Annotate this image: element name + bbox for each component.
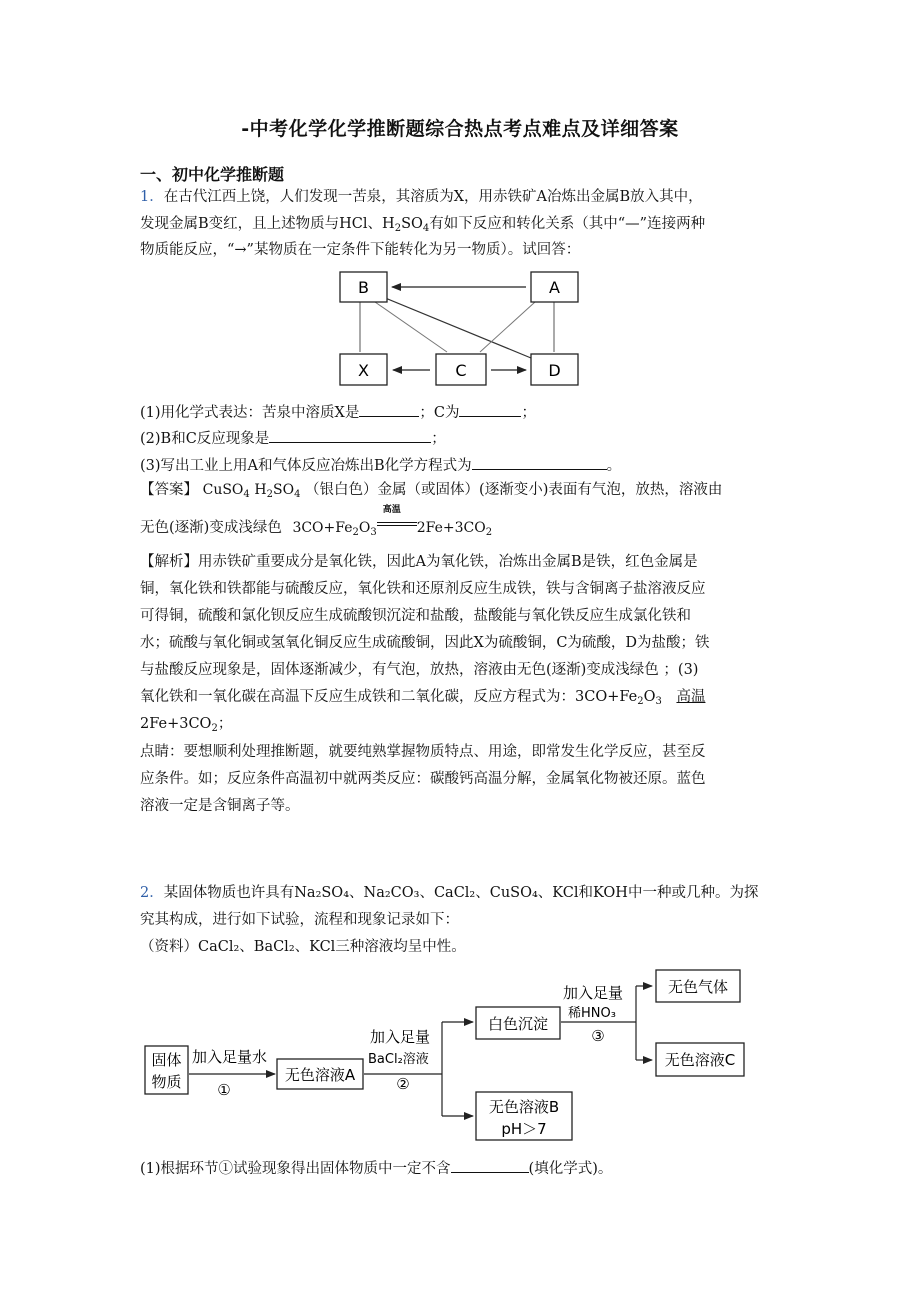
- section-heading: 一、初中化学推断题: [140, 165, 285, 184]
- svg-text:无色溶液C: 无色溶液C: [664, 1051, 736, 1069]
- q1-sub2: (2)B和C反应现象是 ；: [140, 428, 446, 447]
- q1-analysis-line7: $2Fe+3CO_2$；: [140, 716, 233, 734]
- node-D: [531, 354, 578, 385]
- node-C: [436, 354, 486, 385]
- svg-text:pH＞7: pH＞7: [501, 1120, 547, 1138]
- label-add-water: 加入足量水: [192, 1048, 268, 1066]
- step-2: ②: [396, 1075, 410, 1093]
- q1-answer-line1: 【答案】 CuSO$_4$ $H_2SO_4$ （银白色）金属（或固体）(逐渐变小)表面有气泡，放热，溶液由: [140, 482, 723, 500]
- node-X: [340, 354, 387, 385]
- experiment-flowchart: [138, 964, 778, 1146]
- svg-text:白色沉淀: 白色沉淀: [487, 1015, 549, 1033]
- node-white-precipitate: [476, 1007, 560, 1039]
- label-add-bacl2-1: 加入足量: [370, 1028, 431, 1046]
- q1-stem-line2: 发现金属B变红，且上述物质与HCl、$H_2SO_4$有如下反应和转化关系（其中“—”连接两种: [140, 216, 706, 234]
- svg-text:X: X: [358, 361, 369, 380]
- analysis-label: 【解析】: [140, 554, 198, 570]
- label-add-bacl2-2: BaCl₂溶液: [368, 1052, 429, 1067]
- svg-text:无色气体: 无色气体: [667, 978, 729, 996]
- q1-answer-line2: 无色(逐渐)变成浅绿色 $3CO+Fe_2O_3$ 高温 $2Fe+3CO_2$: [140, 505, 493, 538]
- q1-analysis-line6: 氧化铁和一氧化碳在高温下反应生成铁和二氧化碳，反应方程式为：$3CO+Fe_2O_3$ 高温: [140, 689, 706, 707]
- q1-sub3: (3)写出工业上用A和气体反应冶炼出B化学方程式为 。: [140, 455, 621, 474]
- relation-diagram: [330, 268, 590, 390]
- node-colorless-gas: [656, 970, 740, 1002]
- q1-number: 1．: [140, 189, 164, 205]
- step-3: ③: [591, 1027, 605, 1045]
- label-add-hno3-1: 加入足量: [563, 984, 624, 1002]
- svg-text:C: C: [455, 361, 467, 380]
- q1-stem-line1: 1．在古代江西上饶，人们发现一苦泉，其溶质为X，用赤铁矿A冶炼出金属B放入其中，: [140, 189, 703, 205]
- q1-tip-line1: 点睛：要想顺利处理推断题，就要纯熟掌握物质特点、用途，即常发生化学反应，甚至反: [140, 744, 706, 760]
- answer-blank[interactable]: [269, 428, 431, 443]
- answer-blank[interactable]: [459, 402, 521, 417]
- q2-sub1: (1)根据环节①试验现象得出固体物质中一定不含 (填化学式)。: [140, 1158, 612, 1177]
- answer-blank[interactable]: [359, 402, 419, 417]
- q1-analysis-line4: 水；硫酸与氧化铜或氢氧化铜反应生成硫酸铜，因此X为硫酸铜，C为硫酸，D为盐酸；铁: [140, 635, 710, 651]
- q1-analysis-line3: 可得铜，硫酸和氯化钡反应生成硫酸钡沉淀和盐酸，盐酸能与氧化铁反应生成氯化铁和: [140, 608, 691, 624]
- step-1: ①: [217, 1081, 231, 1099]
- answer-label: 【答案】: [140, 482, 198, 498]
- q1-stem-line3: 物质能反应，“→”某物质在一定条件下能转化为另一物质）。试回答：: [140, 242, 581, 258]
- q1-analysis-line5: 与盐酸反应现象是，固体逐渐减少，有气泡，放热，溶液由无色(逐渐)变成浅绿色 ；(3): [140, 662, 699, 678]
- node-solution-c: [656, 1043, 744, 1076]
- node-A: [531, 272, 578, 302]
- answer-blank[interactable]: [472, 455, 607, 470]
- q2-stem-line2: 究其构成，进行如下试验，流程和现象记录如下：: [140, 912, 459, 928]
- svg-text:物质: 物质: [151, 1073, 182, 1091]
- q2-stem-line3: （资料）CaCl₂、BaCl₂、KCl三种溶液均呈中性。: [140, 939, 466, 955]
- reaction-condition: 高温: [676, 689, 706, 705]
- label-add-hno3-2: 稀HNO₃: [568, 1006, 616, 1021]
- q1-analysis-line2: 铜，氧化铁和铁都能与硫酸反应，氧化铁和还原剂反应生成铁，铁与含铜离子盐溶液反应: [140, 581, 706, 597]
- node-solution-a: [277, 1059, 363, 1089]
- node-solution-b: [476, 1092, 572, 1140]
- svg-text:无色溶液A: 无色溶液A: [284, 1066, 356, 1084]
- svg-text:固体: 固体: [151, 1051, 182, 1069]
- q1-tip-line2: 应条件。如；反应条件高温初中就两类反应：碳酸钙高温分解，金属氧化物被还原。蓝色: [140, 771, 706, 787]
- node-B: [340, 272, 387, 302]
- svg-text:A: A: [549, 278, 560, 297]
- q1-tip-line3: 溶液一定是含铜离子等。: [140, 798, 300, 814]
- svg-text:B: B: [358, 278, 369, 297]
- node-solid: [145, 1046, 188, 1094]
- page-title: -中考化学化学推断题综合热点考点难点及详细答案: [241, 118, 679, 140]
- q2-stem-line1: 2．某固体物质也许具有Na₂SO₄、Na₂CO₃、CaCl₂、CuSO₄、KCl和KOH中一种或几种。为探: [140, 885, 759, 901]
- reaction-condition: 高温: [377, 518, 417, 532]
- svg-text:无色溶液B: 无色溶液B: [488, 1098, 560, 1116]
- q1-sub1: (1)用化学式表达：苦泉中溶质X是 ；C为 ；: [140, 402, 536, 421]
- q1-analysis-line1: 【解析】用赤铁矿重要成分是氧化铁，因此A为氧化铁，冶炼出金属B是铁，红色金属是: [140, 554, 698, 570]
- svg-text:D: D: [548, 361, 561, 380]
- q2-number: 2．: [140, 885, 164, 901]
- answer-blank[interactable]: [451, 1158, 529, 1173]
